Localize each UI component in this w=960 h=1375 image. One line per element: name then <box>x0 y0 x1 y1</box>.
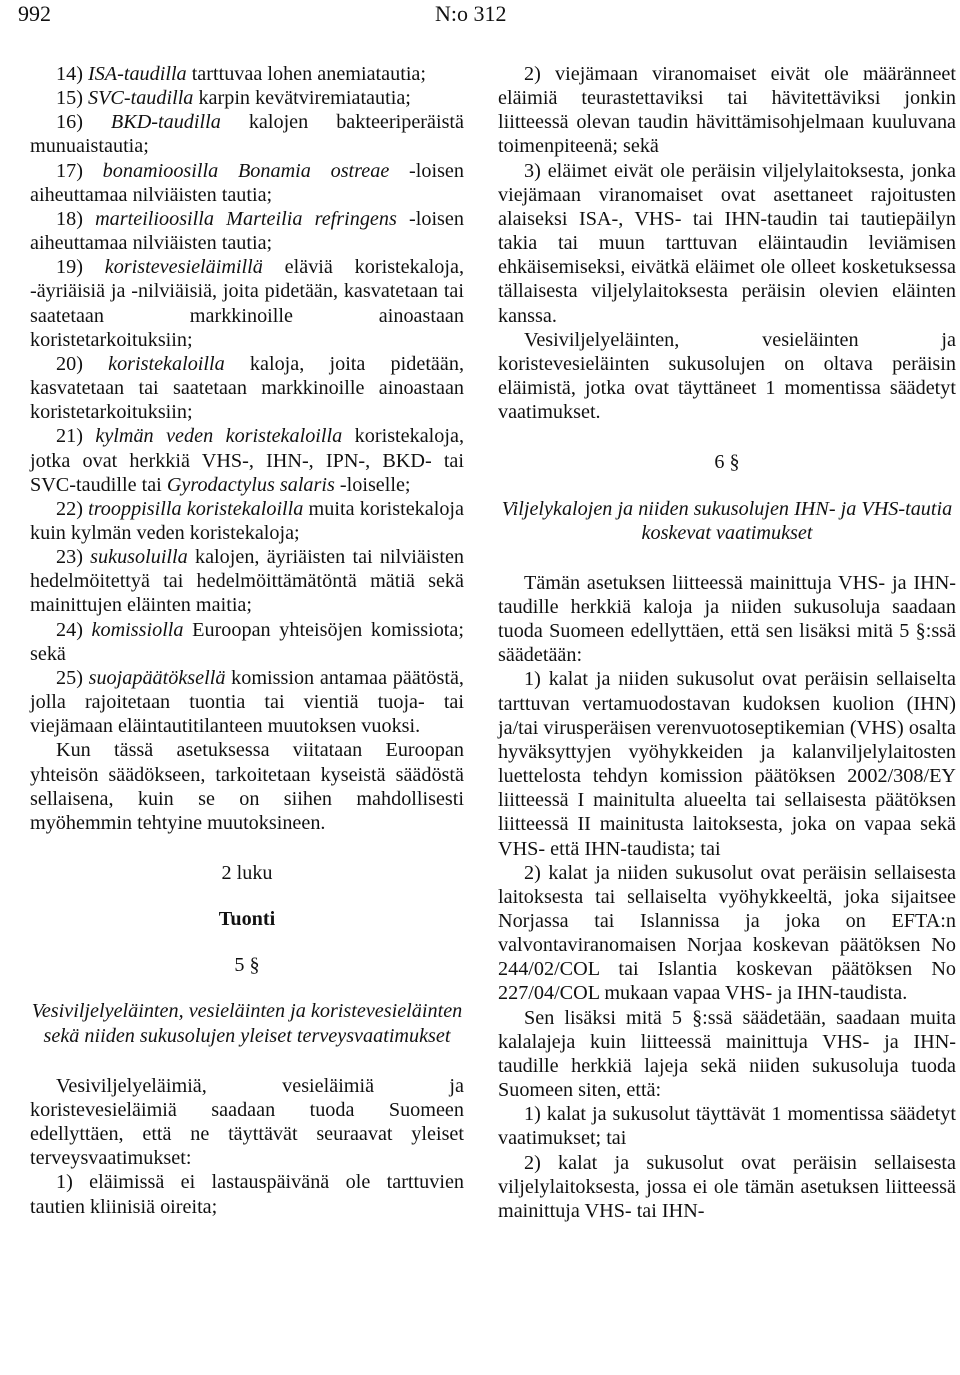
left-column <box>30 62 464 1219</box>
definition-item <box>30 86 464 110</box>
section-item-2: 2) viejämaan viranomaiset eivät ole määränneet eläimiä teurastettaviksi tai hävitettäviksi jonkin liitteessä olevan taudin hävittämisohjelmaan kuuluvana toimenpiteenä; sekä <box>498 63 956 158</box>
section-6-paragraph-2: Sen lisäksi mitä 5 §:ssä säädetään, saadaan muita kalalajeja kuin liitteessä mainittuja VHS- ja IHN-taudille herkkiä lajeja sekä niiden sukusoluja tuoda Suomeen siten, että: <box>498 1006 956 1102</box>
definition-term: koristekaloilla <box>108 352 225 375</box>
definition-item <box>30 62 464 86</box>
definition-text: Euroopan yhteisöjen komissiota; sekä <box>30 618 464 665</box>
definition-item <box>30 207 464 255</box>
section-6-point-2: 2) kalat ja niiden sukusolut ovat peräisin sellaisesta laitoksesta tai sellaiselta vyöhykkeeltä, joka sijaitsee Norjassa tai Islannissa ja joka on EFTA:n valvontaviranomaisen Norjaa koskevan päätöksen No 244/02/COL tai Islantia koskevan päätöksen No 227/04/COL mukaan vapaa VHS- ja IHN-taudista. <box>498 861 956 1005</box>
definition-item <box>30 424 464 496</box>
definition-text: tarttuvaa lohen anemiatautia; <box>186 63 426 85</box>
right-column <box>498 62 956 1223</box>
page-number: 992 <box>18 1 51 26</box>
definition-number: 14) <box>56 63 88 85</box>
definition-number: 16) <box>56 111 111 134</box>
section-6-number: 6 § <box>714 451 740 474</box>
definition-text: eläviä koristekaloja, -äyriäisiä ja -nilviäisiä, joita pidetään, kasvatetaan tai saatetaan markkinoille ainoastaan koristetarkoituksiin; <box>30 256 464 351</box>
definition-number: 23) <box>56 546 91 569</box>
definition-text: -loisen aiheuttamaa nilviäisten tautia; <box>30 159 464 206</box>
definition-term: BKD-taudilla <box>110 111 221 134</box>
definition-text: kaloja, joita pidetään, kasvatetaan tai saatetaan markkinoille ainoastaan koristetarkoituksiin; <box>30 352 464 424</box>
chapter-title: Tuonti <box>218 908 276 931</box>
definition-term: marteilioosilla Marteilia refringens <box>95 207 397 230</box>
chapter-number: 2 luku <box>221 862 273 884</box>
section-title: Vesiviljelyeläinten, vesieläinten ja koristevesieläinten sekä niiden sukusolujen yleiset terveysvaatimukset <box>31 1000 463 1047</box>
definition-number: 18) <box>56 207 96 230</box>
definition-item <box>30 666 464 738</box>
definition-text: komission antamaa päätöstä, jolla rajoitetaan tuontia tai vientiä tuoja- tai viejämaan eläintautitilanteen muutoksen vuoksi. <box>30 666 464 738</box>
definition-term: ISA-taudilla <box>87 63 187 85</box>
definition-item <box>30 497 464 545</box>
definition-term: kylmän veden koristekaloilla <box>95 425 343 448</box>
definition-term: komissiolla <box>91 618 184 641</box>
definition-text: karpin kevätviremiatautia; <box>193 87 411 110</box>
closing-paragraph: Kun tässä asetuksessa viitataan Euroopan yhteisön säädökseen, tarkoitetaan kyseistä säädöstä sellaisena, kuin se on siihen mahdollisesti myöhemmin tehtyine muutoksineen. <box>30 739 464 834</box>
definition-item <box>30 159 464 207</box>
section-item-1: 1) eläimissä ei lastauspäivänä ole tarttuvien tautien kliinisiä oireita; <box>30 1171 464 1218</box>
definition-term: koristevesieläimillä <box>104 256 263 279</box>
definition-item <box>30 352 464 424</box>
issue-number: N:o 312 <box>435 1 507 26</box>
section-intro: Vesiviljelyeläimiä, vesieläimiä ja koristevesieläimiä saadaan tuoda Suomeen edellyttäen, että ne täyttävät seuraavat yleiset terveysvaatimukset: <box>30 1074 464 1170</box>
definition-text: muita koristekaloja kuin kylmän veden koristekaloja; <box>30 497 464 544</box>
definition-number: 15) <box>56 87 88 110</box>
definition-number: 21) <box>56 425 96 448</box>
definition-text-2: -loiselle; <box>334 473 411 496</box>
definition-number: 19) <box>56 256 105 279</box>
definition-text: kalojen, äyriäisten tai nilviäisten hedelmöitettyä tai hedelmöittämätöntä mätiä sekä mainittujen eläinten maitia; <box>30 546 464 617</box>
definition-term: bonamioosilla Bonamia ostreae <box>102 159 390 182</box>
definition-term: trooppisilla koristekaloilla <box>88 497 304 520</box>
definition-number: 20) <box>56 352 109 375</box>
definition-text: kalojen bakteeriperäistä munuaistautia; <box>30 111 464 158</box>
definition-number: 24) <box>56 618 92 641</box>
definition-text: -loisen aiheuttamaa nilviäisten tautia; <box>30 207 464 255</box>
definition-number: 22) <box>56 497 89 520</box>
definition-term: SVC-taudilla <box>87 87 194 110</box>
definition-item <box>30 110 464 158</box>
section-6-point-1: 1) kalat ja niiden sukusolut ovat peräisin sellaiselta tarttuvan vertamuodostavan kudoksen kuolion (IHN) ja/tai virusperäisen verenvuotoseptikemian (VHS) osalta hyväksyttyjen vyöhykkeiden ja kalanviljelylaitosten luettelosta tehdyn komission päätöksen 2002/308/EY liitteessä I mainitulta alueelta tai sellaisesta päätöksen liitteessä II mainitusta laitoksesta, joka on vapaa sekä VHS- että IHN-taudista; tai <box>498 668 956 860</box>
definition-term: sukusoluilla <box>90 546 188 569</box>
section-6-title: Viljelykalojen ja niiden sukusolujen IHN- ja VHS-tautia koskevat vaatimukset <box>501 497 953 544</box>
definition-list <box>30 62 464 738</box>
definition-number: 25) <box>56 666 89 689</box>
page-header <box>0 0 960 30</box>
section-item-3: 3) eläimet eivät ole peräisin viljelylaitoksesta, jonka viejämaan viranomaiset ovat asettaneet rajoitusten alaiseksi ISA-, VHS- tai IHN-taudin tai tautiepäilyn takia tai muun tarttuvan eläintaudin leviämisen ehkäisemiseksi, eivätkä eläimet ole olleet kosketuksessa tällaisesta viljelylaitoksesta peräisin olevien eläinten kanssa. <box>498 159 956 327</box>
section-6-intro: Tämän asetuksen liitteessä mainittuja VHS- ja IHN-taudille herkkiä kaloja ja niiden sukusoluja saadaan tuoda Suomeen edellyttäen, että sen lisäksi mitä 5 §:ssä säädetään: <box>498 571 956 667</box>
paragraph-after-items: Vesiviljelyeläinten, vesieläinten ja koristevesieläinten sukusolujen on oltava peräisin eläimistä, jotka ovat täyttäneet 1 momentissa säädetyt vaatimukset. <box>498 328 956 424</box>
definition-item <box>30 618 464 666</box>
section-6-p2-item-2: 2) kalat ja sukusolut ovat peräisin sellaisesta viljelylaitoksesta, jossa ei ole tämän asetuksen liitteessä mainittuja VHS- tai IHN- <box>498 1151 956 1222</box>
definition-item <box>30 255 464 352</box>
definition-term-2: Gyrodactylus salaris <box>166 473 335 496</box>
definition-item <box>30 545 464 617</box>
section-number: 5 § <box>234 954 260 977</box>
definition-text: koristekaloja, jotka ovat herkkiä VHS-, IHN-, IPN-, BKD- tai SVC-taudille tai <box>30 425 464 496</box>
definition-term: suojapäätöksellä <box>88 666 226 689</box>
section-6-p2-item-1: 1) kalat ja sukusolut täyttävät 1 momentissa säädetyt vaatimukset; tai <box>498 1103 956 1150</box>
definition-number: 17) <box>56 159 103 182</box>
